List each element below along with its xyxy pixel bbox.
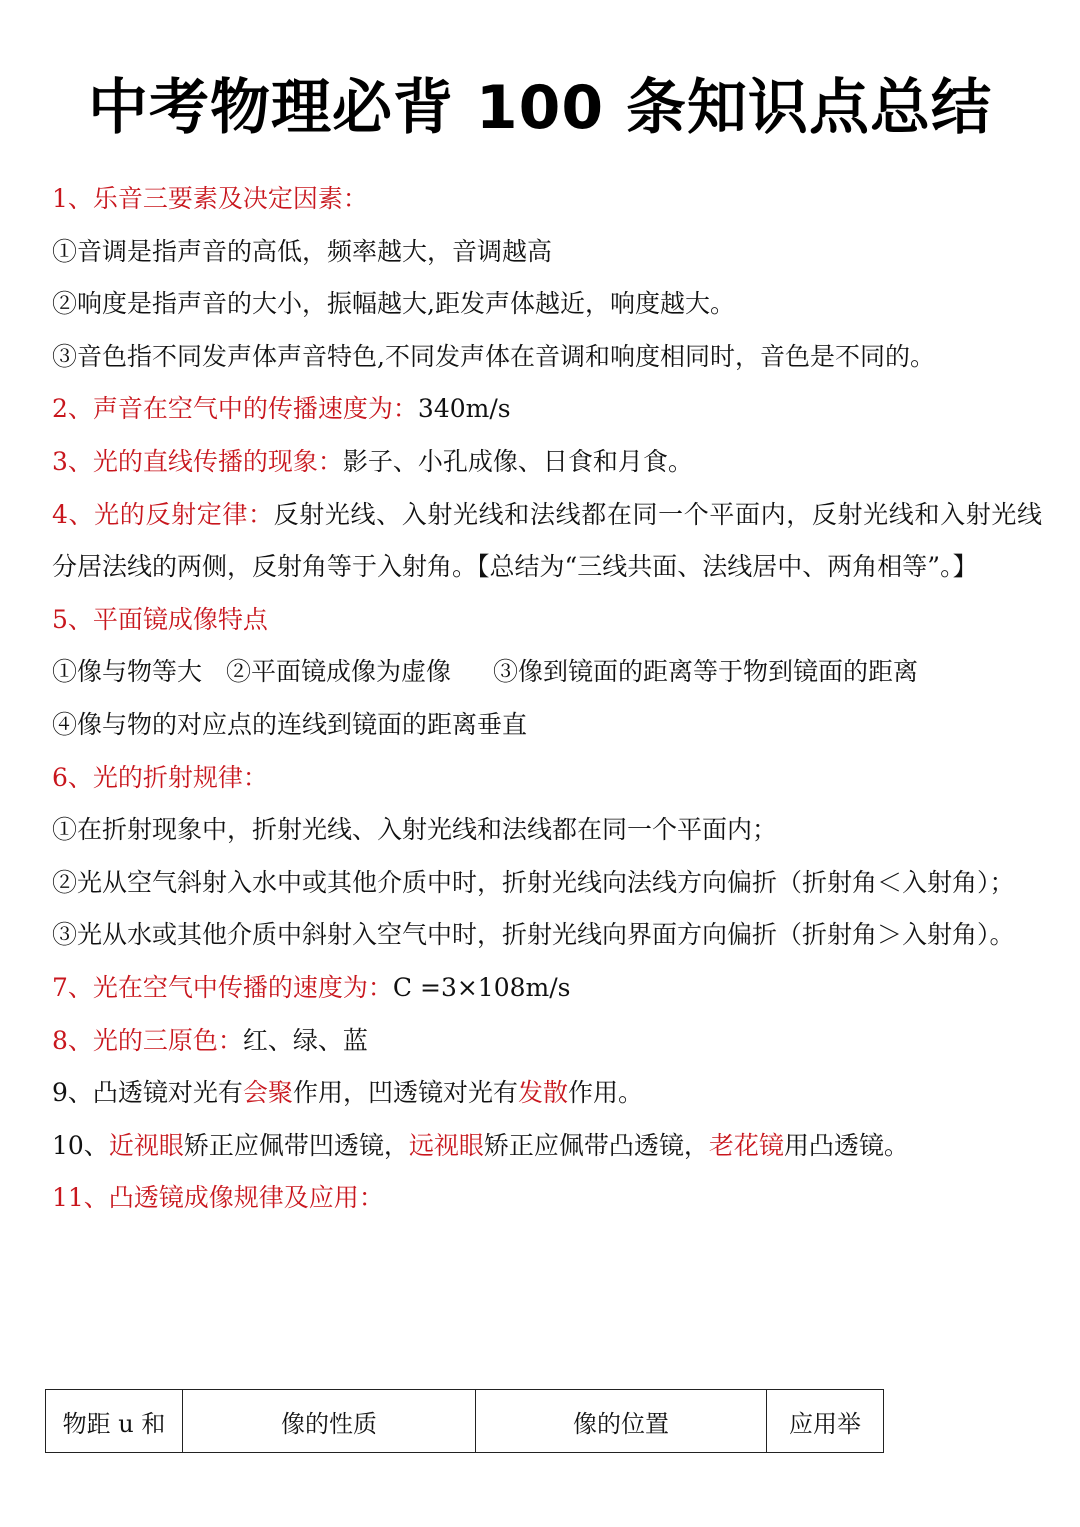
lens-imaging-table xyxy=(45,1389,884,1453)
item-8-heading: 8、光的三原色： xyxy=(52,1025,243,1055)
item-9-highlight-converge: 会聚 xyxy=(242,1078,293,1108)
item-4 xyxy=(52,489,1042,594)
item-9-part-3: 作用。 xyxy=(567,1078,643,1108)
item-2 xyxy=(52,383,1042,436)
knowledge-list xyxy=(52,173,1042,1225)
item-10-part-3: 矫正应佩带凸透镜， xyxy=(483,1130,709,1160)
item-6-line-1: ①在折射现象中，折射光线、入射光线和法线都在同一个平面内； xyxy=(52,815,778,845)
table-header-row xyxy=(46,1390,884,1453)
item-9 xyxy=(52,1067,1042,1120)
item-9-highlight-diverge: 发散 xyxy=(517,1078,568,1108)
item-7 xyxy=(52,962,1042,1015)
item-2-text: 340m/s xyxy=(417,394,511,424)
item-5-heading: 5、平面镜成像特点 xyxy=(52,604,268,634)
item-4-text: 反射光线、入射光线和法线都在同一个平面内，反射光线和入射光线分居法线的两侧，反射角等于入射角。【总结为“三线共面、法线居中、两角相等”。】 xyxy=(52,499,1042,582)
item-7-heading: 7、光在空气中传播的速度为： xyxy=(52,972,393,1002)
table-header-object-distance: 物距 u 和 xyxy=(46,1390,183,1453)
item-10-part-1: 10、 xyxy=(52,1130,109,1160)
item-5-line-2: ④像与物的对应点的连线到镜面的距离垂直 xyxy=(52,709,528,739)
item-5-line-1 xyxy=(52,646,1042,699)
item-7-text: C =3×108m/s xyxy=(392,972,571,1002)
item-6-heading: 6、光的折射规律： xyxy=(52,762,268,792)
item-3 xyxy=(52,436,1042,489)
item-2-heading: 2、声音在空气中的传播速度为： xyxy=(52,394,418,424)
item-1-heading: 1、乐音三要素及决定因素： xyxy=(52,184,368,213)
item-3-heading: 3、光的直线传播的现象： xyxy=(52,446,343,476)
item-10 xyxy=(52,1120,1042,1173)
item-10-part-2: 矫正应佩带凹透镜， xyxy=(183,1130,409,1160)
item-10-highlight-myopia: 近视眼 xyxy=(108,1130,184,1160)
item-6-line-2: ②光从空气斜射入水中或其他介质中时，折射光线向法线方向偏折（折射角＜入射角）； xyxy=(52,867,1015,897)
table-header-image-position: 像的位置 xyxy=(476,1390,767,1453)
item-8 xyxy=(52,1015,1042,1068)
item-5-point-b: ②平面镜成像为虚像 xyxy=(226,657,452,687)
item-1-line-3: ③音色指不同发声体声音特色,不同发声体在音调和响度相同时，音色是不同的。 xyxy=(52,341,935,371)
item-1-line-1: ①音调是指声音的高低，频率越大，音调越高 xyxy=(52,236,553,266)
item-4-heading: 4、光的反射定律： xyxy=(52,499,274,529)
item-3-text: 影子、小孔成像、日食和月食。 xyxy=(342,446,693,476)
item-8-text: 红、绿、蓝 xyxy=(242,1025,368,1055)
item-9-part-2: 作用，凹透镜对光有 xyxy=(292,1078,518,1108)
item-10-highlight-hyperopia: 远视眼 xyxy=(408,1130,484,1160)
item-10-highlight-presbyopia: 老花镜 xyxy=(708,1130,784,1160)
item-11-heading: 11、凸透镜成像规律及应用： xyxy=(52,1183,384,1213)
table-header-image-nature: 像的性质 xyxy=(183,1390,476,1453)
item-6-line-3: ③光从水或其他介质中斜射入空气中时，折射光线向界面方向偏折（折射角＞入射角）。 xyxy=(52,920,1015,950)
table-header-application: 应用举 xyxy=(767,1390,884,1453)
item-1-line-2: ②响度是指声音的大小，振幅越大,距发声体越近，响度越大。 xyxy=(52,289,735,319)
item-5-point-a: ①像与物等大 xyxy=(52,657,203,687)
item-9-part-1: 9、凸透镜对光有 xyxy=(52,1078,243,1108)
item-10-part-4: 用凸透镜。 xyxy=(783,1130,909,1160)
page-title: 中考物理必背 100 条知识点总结 xyxy=(87,73,993,143)
item-5-point-c: ③像到镜面的距离等于物到镜面的距离 xyxy=(493,657,919,687)
